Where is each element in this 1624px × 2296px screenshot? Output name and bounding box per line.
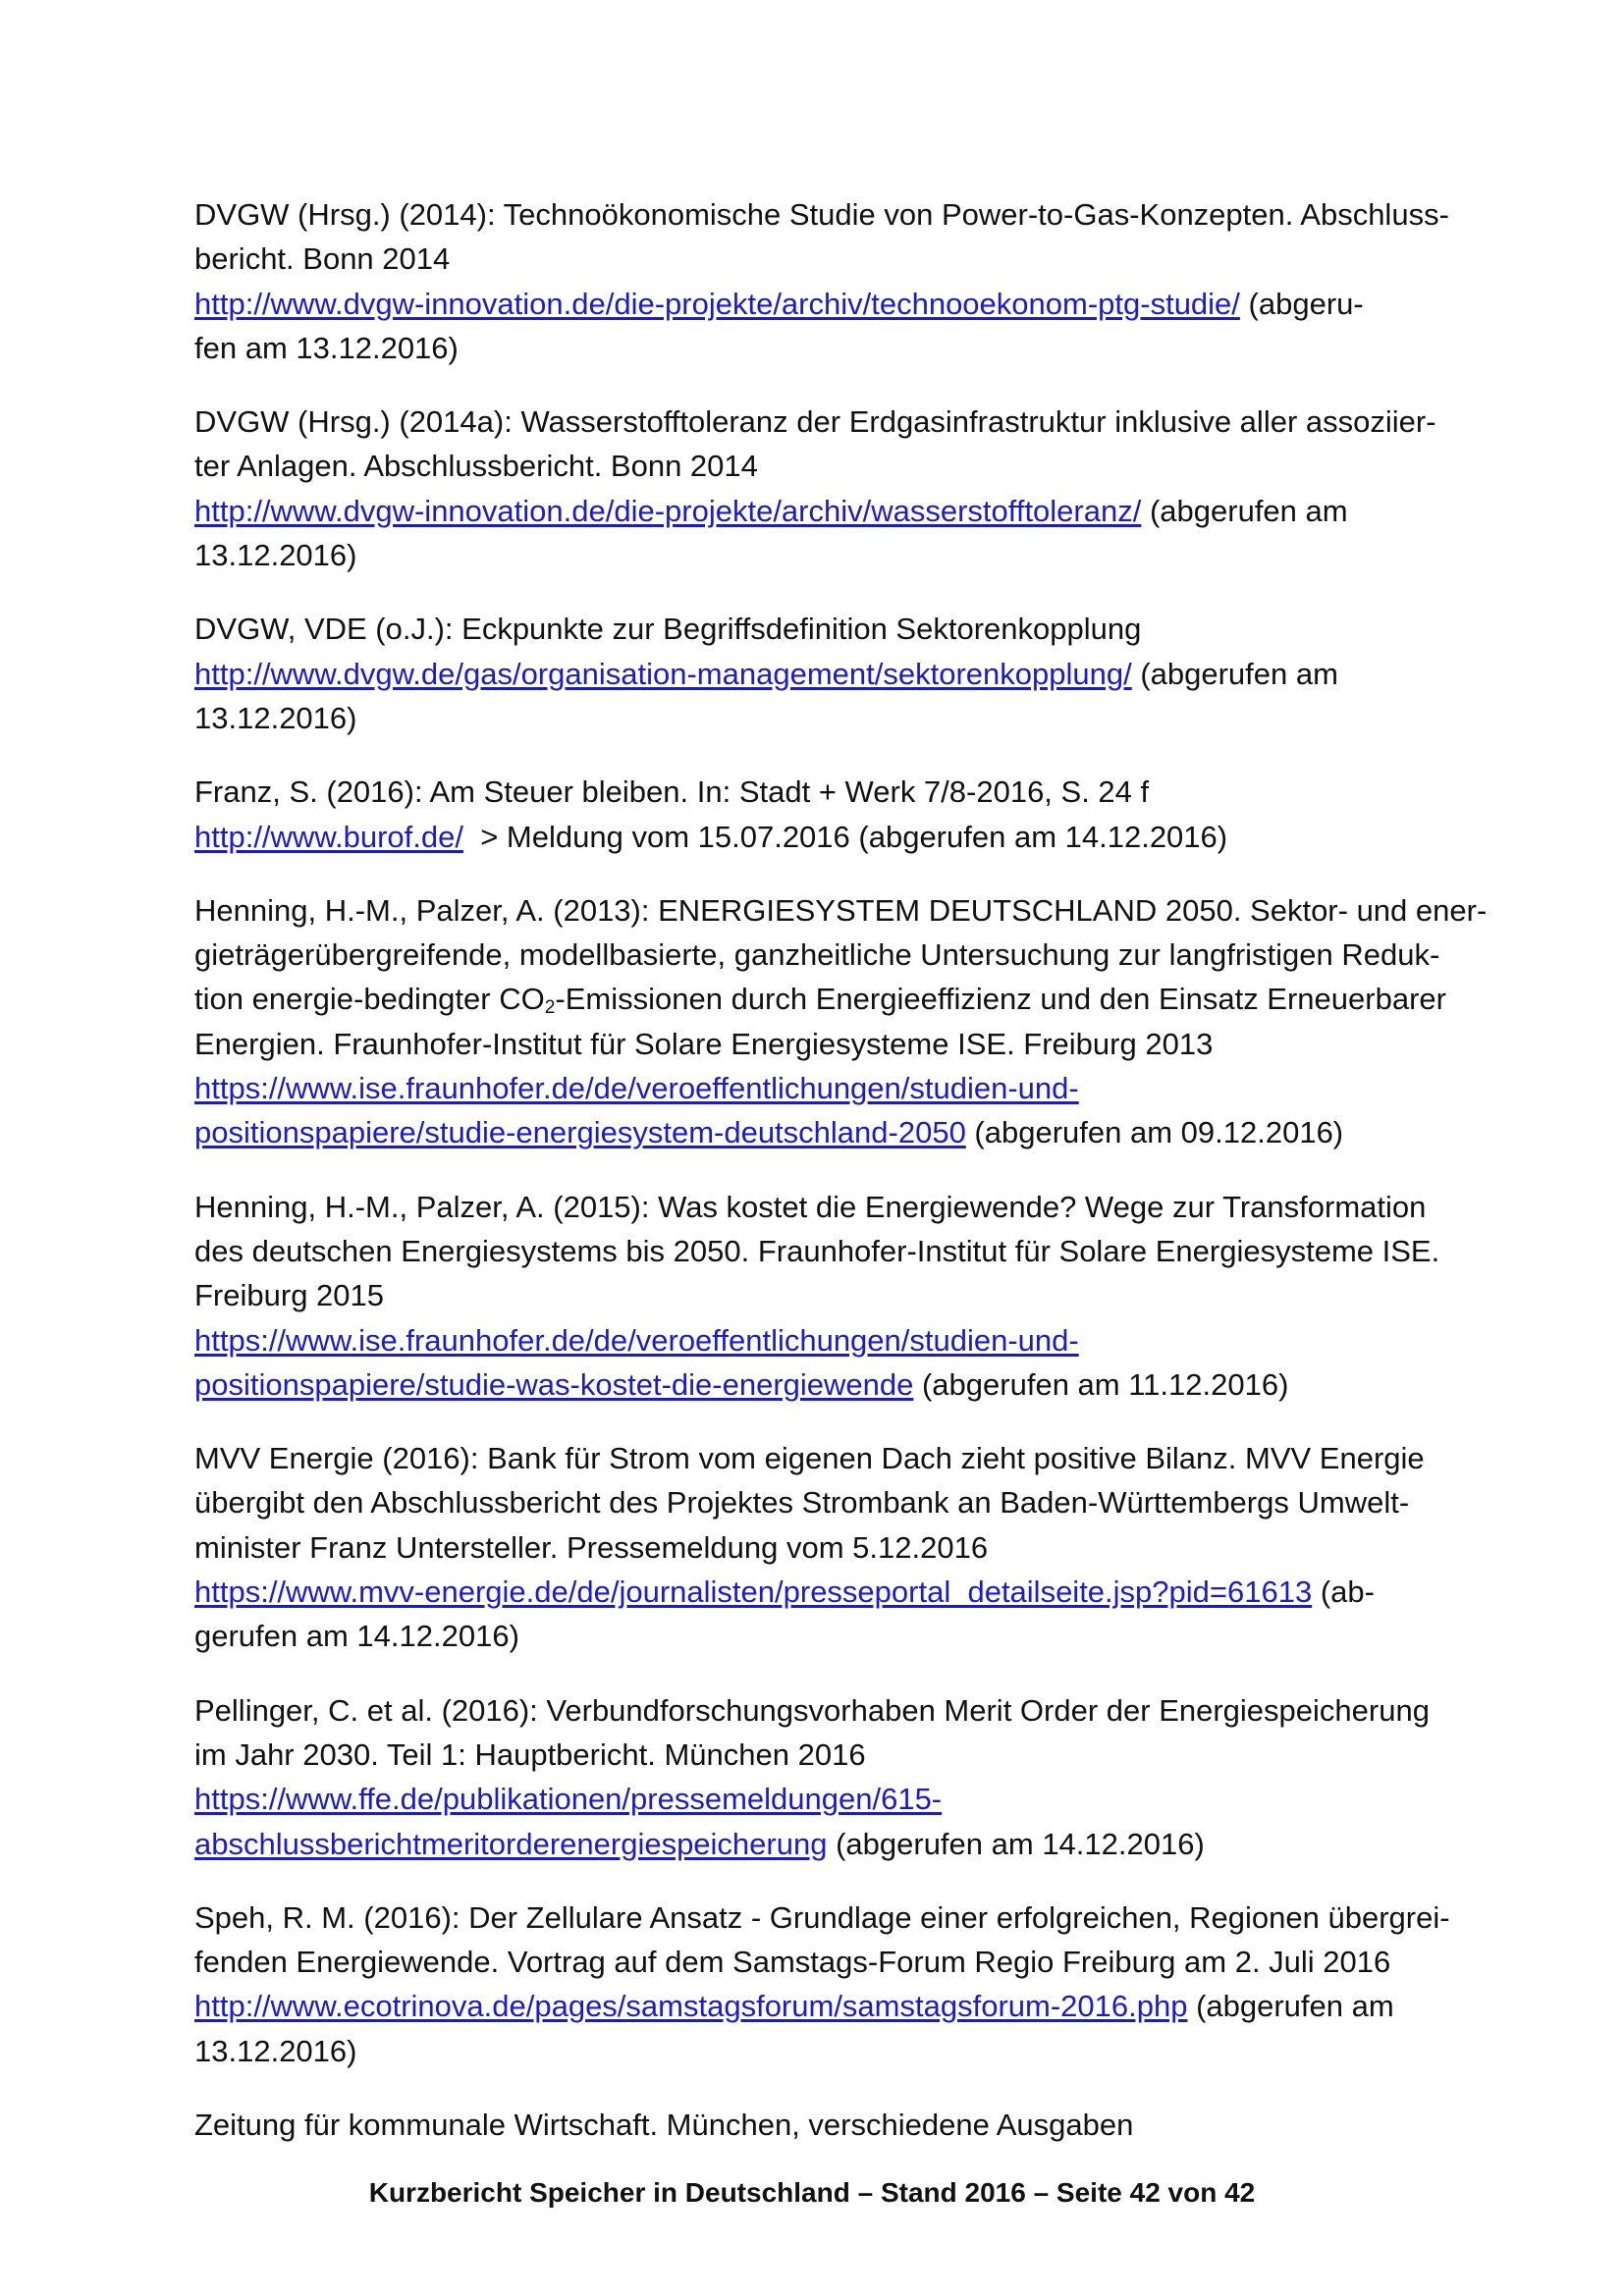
reference-entry	[194, 1185, 1441, 1407]
reference-text-line: MVV Energie (2016): Bank für Strom vom eigenen Dach zieht positive Bilanz. MVV Energie	[194, 1441, 1425, 1476]
reference-url-link[interactable]: positionspapiere/studie-energiesystem-deutschland-2050	[194, 1115, 966, 1150]
reference-url-link[interactable]: http://www.dvgw-innovation.de/die-projekte/archiv/wasserstofftoleranz/	[194, 493, 1142, 528]
reference-url-link[interactable]: positionspapiere/studie-was-kostet-die-energiewende	[194, 1366, 914, 1402]
reference-text-line: im Jahr 2030. Teil 1: Hauptbericht. München 2016	[194, 1736, 866, 1772]
reference-link-line	[194, 1110, 1441, 1154]
reference-entry	[194, 1688, 1441, 1866]
reference-link-line	[194, 1570, 1441, 1614]
reference-entry	[194, 770, 1441, 859]
reference-entry	[194, 400, 1441, 577]
access-date-text: (ab-	[1312, 1575, 1375, 1610]
reference-text-line: DVGW (Hrsg.) (2014a): Wasserstofftoleranz der Erdgasinfrastruktur inklusive aller assoziier-	[194, 404, 1436, 440]
reference-text-line: Freiburg 2015	[194, 1278, 385, 1313]
reference-entry	[194, 1436, 1441, 1658]
reference-link-line	[194, 489, 1441, 533]
reference-url-link[interactable]: https://www.ise.fraunhofer.de/de/veroeffentlichungen/studien-und-	[194, 1071, 1079, 1106]
reference-url-link[interactable]: http://www.dvgw-innovation.de/die-projekte/archiv/technooekonom-ptg-studie/	[194, 286, 1240, 321]
reference-text-line: fenden Energiewende. Vortrag auf dem Samstags-Forum Regio Freiburg am 2. Juli 2016	[194, 1945, 1391, 1980]
reference-link-line	[194, 282, 1441, 326]
reference-url-link[interactable]: abschlussberichtmeritorderenergiespeicherung	[194, 1826, 828, 1861]
access-date-text: > Meldung vom 15.07.2016 (abgerufen am 14.12.2016)	[462, 819, 1228, 854]
reference-url-link[interactable]: https://www.mvv-energie.de/de/journalisten/presseportal_detailseite.jsp?pid=61613	[194, 1575, 1313, 1610]
reference-text-line: fen am 13.12.2016)	[194, 330, 459, 365]
access-date-text: (abgerufen am 11.12.2016)	[913, 1366, 1289, 1402]
access-date-text: (abgerufen am	[1141, 493, 1348, 528]
reference-entry	[194, 888, 1488, 1155]
reference-entry	[194, 1896, 1450, 2073]
reference-text-line: des deutschen Energiesystems bis 2050. Fraunhofer-Institut für Solare Energiesysteme ISE.	[194, 1233, 1440, 1268]
reference-list	[194, 192, 1488, 2176]
reference-text-line: Zeitung für kommunale Wirtschaft. München, verschiedene Ausgaben	[194, 2107, 1134, 2142]
reference-entry	[194, 2103, 1441, 2147]
reference-link-line	[194, 1066, 1441, 1110]
reference-url-link[interactable]: http://www.burof.de/	[194, 819, 463, 854]
reference-text-line: Pellinger, C. et al. (2016): Verbundforschungsvorhaben Merit Order der Energiespeicherung	[194, 1692, 1430, 1728]
reference-entry	[194, 192, 1449, 370]
reference-text-line: ter Anlagen. Abschlussbericht. Bonn 2014	[194, 449, 758, 484]
reference-link-line	[194, 652, 1441, 696]
reference-text-line: gieträgerübergreifende, modellbasierte, ganzheitliche Untersuchung zur langfristigen Reduk-	[194, 937, 1440, 973]
reference-text-line: Energien. Fraunhofer-Institut für Solare Energiesysteme ISE. Freiburg 2013	[194, 1026, 1214, 1061]
access-date-text: (abgerufen am	[1187, 1989, 1394, 2024]
text-fragment: -Emissionen durch Energieeffizienz und den Einsatz Erneuerbarer	[555, 982, 1446, 1017]
reference-url-link[interactable]: https://www.ise.fraunhofer.de/de/veroeffentlichungen/studien-und-	[194, 1322, 1079, 1358]
reference-link-line	[194, 1777, 1441, 1821]
reference-text-line: 13.12.2016)	[194, 700, 357, 735]
reference-link-line	[194, 1984, 1441, 2028]
access-date-text: (abgerufen am 14.12.2016)	[827, 1826, 1205, 1861]
reference-text-line: Henning, H.-M., Palzer, A. (2013): ENERGIESYSTEM DEUTSCHLAND 2050. Sektor- und ener-	[194, 892, 1488, 928]
reference-text-line: 13.12.2016)	[194, 2033, 357, 2068]
reference-url-link[interactable]: http://www.dvgw.de/gas/organisation-management/sektorenkopplung/	[194, 656, 1132, 691]
reference-text-line: bericht. Bonn 2014	[194, 241, 451, 277]
reference-url-link[interactable]: https://www.ffe.de/publikationen/pressemeldungen/615-	[194, 1782, 943, 1817]
reference-text-line: Henning, H.-M., Palzer, A. (2015): Was kostet die Energiewende? Wege zur Transformation	[194, 1189, 1427, 1224]
access-date-text: (abgeru-	[1239, 286, 1364, 321]
reference-text-line: gerufen am 14.12.2016)	[194, 1619, 519, 1654]
reference-link-line	[194, 815, 1441, 859]
reference-text-line: DVGW (Hrsg.) (2014): Technoökonomische Studie von Power-to-Gas-Konzepten. Abschluss-	[194, 197, 1449, 232]
text-fragment: tion energie-bedingter CO	[194, 982, 545, 1017]
reference-link-line	[194, 1362, 1441, 1407]
access-date-text: (abgerufen am 09.12.2016)	[965, 1115, 1344, 1150]
reference-link-line	[194, 1822, 1441, 1866]
reference-text-line: Franz, S. (2016): Am Steuer bleiben. In: Stadt + Werk 7/8-2016, S. 24 f	[194, 774, 1150, 810]
access-date-text: (abgerufen am	[1131, 656, 1338, 691]
reference-url-link[interactable]: http://www.ecotrinova.de/pages/samstagsforum/samstagsforum-2016.php	[194, 1989, 1188, 2024]
reference-entry	[194, 607, 1441, 740]
page-footer: Kurzbericht Speicher in Deutschland – Stand 2016 – Seite 42 von 42	[368, 2177, 1256, 2208]
reference-text-line: übergibt den Abschlussbericht des Projektes Strombank an Baden-Württembergs Umwelt-	[194, 1485, 1410, 1521]
reference-text-line: Speh, R. M. (2016): Der Zellulare Ansatz - Grundlage einer erfolgreichen, Regionen übergrei-	[194, 1899, 1450, 1935]
reference-text-line: 13.12.2016)	[194, 538, 357, 573]
subscript: 2	[544, 997, 556, 1019]
reference-text-line: minister Franz Untersteller. Pressemeldung vom 5.12.2016	[194, 1529, 989, 1565]
reference-text-line	[194, 977, 1446, 1021]
reference-link-line	[194, 1318, 1441, 1362]
reference-text-line: DVGW, VDE (o.J.): Eckpunkte zur Begriffsdefinition Sektorenkopplung	[194, 612, 1142, 647]
